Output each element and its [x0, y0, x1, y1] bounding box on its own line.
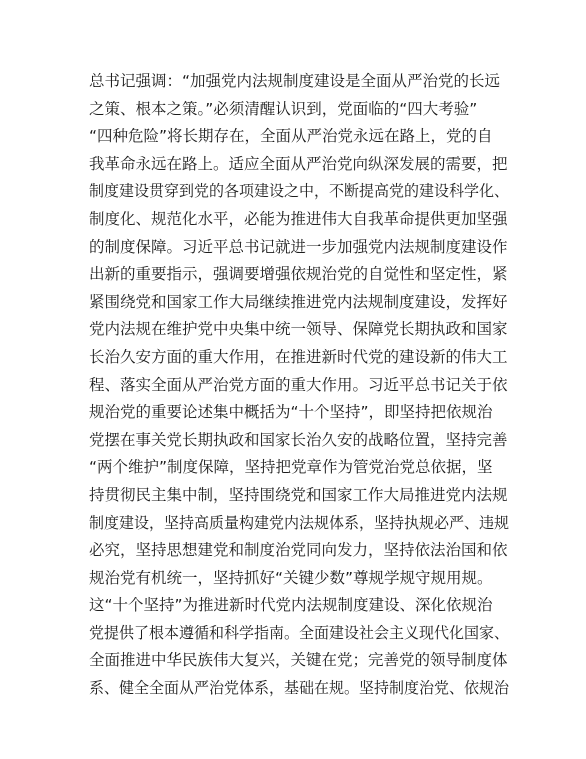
text-line-9: 紧围绕党和国家工作大局继续推进党内法规制度建设，发挥好 [89, 292, 508, 311]
text-line-10: 党内法规在维护党中央集中统一领导、保障党长期执政和国家 [89, 320, 508, 339]
text-line-3: “四种危险”将长期存在，全面从严治党永远在路上，党的自 [89, 127, 493, 146]
text-line-6: 制度化、规范化水平，必能为推进伟大自我革命提供更加坚强 [89, 209, 508, 228]
text-line-14: 党摆在事关党长期执政和国家长治久安的战略位置，坚持完善 [89, 430, 508, 449]
text-line-18: 必究，坚持思想建党和制度治党同向发力，坚持依法治国和依 [89, 541, 508, 560]
text-line-13: 规治党的重要论述集中概括为“十个坚持”，即坚持把依规治 [89, 403, 493, 422]
text-line-2: 之策、根本之策。”必须清醒认识到，党面临的“四大考验” [89, 99, 478, 118]
text-line-21: 党提供了根本遵循和科学指南。全面建设社会主义现代化国家、 [89, 623, 510, 642]
text-line-23: 系、健全全面从严治党体系，基础在规。坚持制度治党、依规治 [89, 679, 510, 698]
text-line-17: 制度建设，坚持高质量构建党内法规体系，坚持执规必严、违规 [89, 513, 510, 532]
text-line-22: 全面推进中华民族伟大复兴，关键在党；完善党的领导制度体 [89, 651, 508, 670]
text-line-20: 这“十个坚持”为推进新时代党内法规制度建设、深化依规治 [89, 596, 493, 615]
text-line-15: “两个维护”制度保障，坚持把党章作为管党治党总依据，坚 [89, 458, 493, 477]
text-line-4: 我革命永远在路上。适应全面从严治党向纵深发展的需要，把 [89, 154, 508, 173]
text-line-7: 的制度保障。习近平总书记就进一步加强党内法规制度建设作 [89, 237, 508, 256]
text-line-16: 持贯彻民主集中制，坚持围绕党和国家工作大局推进党内法规 [89, 485, 508, 504]
text-line-5: 制度建设贯穿到党的各项建设之中，不断提高党的建设科学化、 [89, 182, 510, 201]
text-line-19: 规治党有机统一，坚持抓好“关键少数”尊规学规守规用规。 [89, 568, 493, 587]
text-line-12: 程、落实全面从严治党方面的重大作用。习近平总书记关于依 [89, 375, 508, 394]
text-line-11: 长治久安方面的重大作用，在推进新时代党的建设新的伟大工 [89, 347, 508, 366]
text-line-8: 出新的重要指示，强调要增强依规治党的自觉性和坚定性，紧 [89, 265, 508, 284]
body-paragraph [89, 68, 509, 703]
text-line-1: 总书记强调：“加强党内法规制度建设是全面从严治党的长远 [89, 72, 501, 90]
